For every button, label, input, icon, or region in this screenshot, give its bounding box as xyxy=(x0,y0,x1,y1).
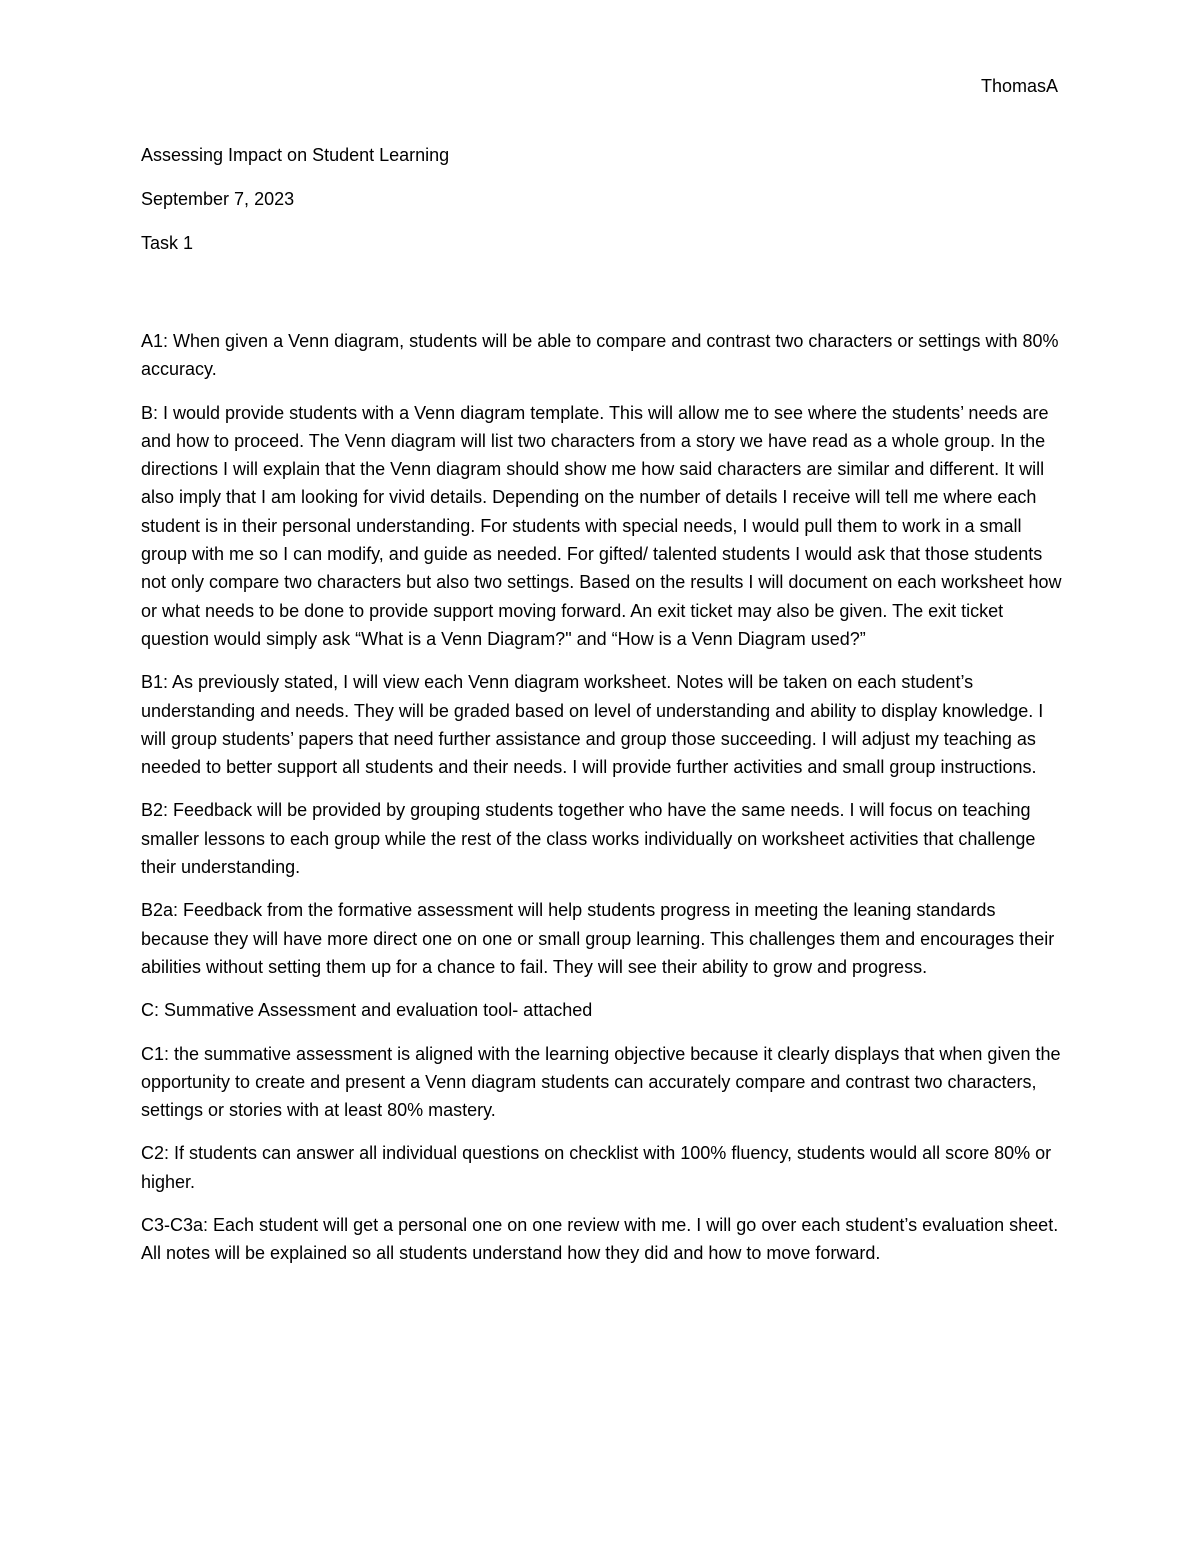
section-b1: B1: As previously stated, I will view each Venn diagram worksheet. Notes will be taken on each student’s understanding and needs. They will be graded based on level of understanding and ability to display knowledge. I will group students’ papers that need further assistance and group those succeeding. I will adjust my teaching as needed to better support all students and their needs. I will provide further activities and small group instructions. xyxy=(141,672,1044,778)
document-date: September 7, 2023 xyxy=(141,189,295,209)
section-b2: B2: Feedback will be provided by grouping students together who have the same needs. I will focus on teaching smaller lessons to each group while the rest of the class works individually on worksheet activities that challenge their understanding. xyxy=(141,800,1036,878)
section-b2a: B2a: Feedback from the formative assessment will help students progress in meeting the leaning standards because they will have more direct one on one or small group learning. This challenges them and encourages their abilities without setting them up for a chance to fail. They will see their ability to grow and progress. xyxy=(141,900,1055,977)
section-c3-c3a: C3-C3a: Each student will get a personal one on one review with me. I will go over each student’s evaluation sheet. All notes will be explained so all students understand how they did and how to move forward. xyxy=(141,1215,1059,1264)
section-c: C: Summative Assessment and evaluation tool- attached xyxy=(141,1000,593,1021)
section-c2: C2: If students can answer all individual questions on checklist with 100% fluency, students would all score 80% or higher. xyxy=(141,1143,1052,1192)
section-a1: A1: When given a Venn diagram, students will be able to compare and contrast two characters or settings with 80% accuracy. xyxy=(141,331,1059,380)
document-body xyxy=(141,143,1066,1283)
task-label: Task 1 xyxy=(141,233,194,253)
section-b: B: I would provide students with a Venn diagram template. This will allow me to see where the students’ needs are and how to proceed. The Venn diagram will list two characters from a story we have read as a whole group. In the directions I will explain that the Venn diagram should show me how said characters are similar and different. It will also imply that I am looking for vivid details. Depending on the number of details I receive will tell me where each student is in their personal understanding. For students with special needs, I would pull them to work in a small group with me so I can modify, and guide as needed. For gifted/ talented students I would ask that those students not only compare two characters but also two settings. Based on the results I will document on each worksheet how or what needs to be done to provide support moving forward. An exit ticket may also be given. The exit ticket question would simply ask “What is a Venn Diagram?" and “How is a Venn Diagram used?” xyxy=(141,402,1062,649)
blank-line xyxy=(141,275,1066,327)
section-c1: C1: the summative assessment is aligned with the learning objective because it clearly displays that when given the opportunity to create and present a Venn diagram students can accurately compare and contrast two characters, settings or stories with at least 80% mastery. xyxy=(141,1043,1061,1121)
course-title: Assessing Impact on Student Learning xyxy=(141,145,450,165)
running-head-author: ThomasA xyxy=(980,76,1058,96)
